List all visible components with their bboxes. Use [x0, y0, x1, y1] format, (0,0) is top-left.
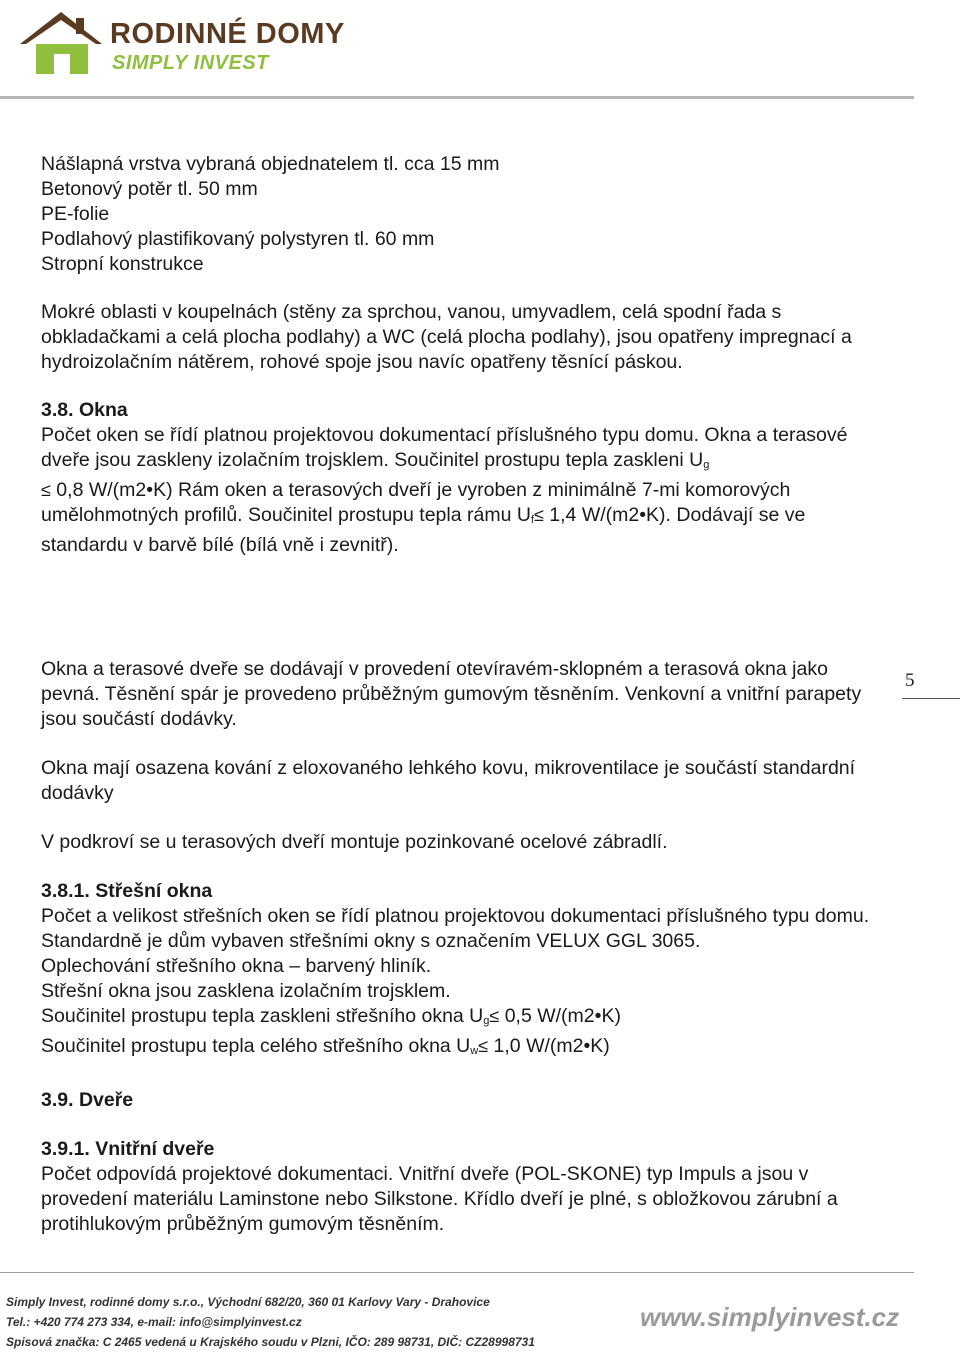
- floor-layers-list: [41, 152, 881, 277]
- interior-doors-paragraph: Počet odpovídá projektové dokumentaci. Vnitřní dveře (POL-SKONE) typ Impuls a jsou v provedení materiálu Laminstone nebo Silkstone. Křídlo dveří je plné, s obložkovou zárubní a protihlukovým průběžným gumovým těsněním.: [41, 1163, 838, 1235]
- layer-item: Nášlapná vrstva vybraná objednatelem tl. cca 15 mm: [41, 153, 500, 175]
- section-heading-roof-windows: 3.8.1. Střešní okna: [41, 880, 213, 902]
- roof-windows-glazing-value: Součinitel prostupu tepla zaskleni střešního okna Ug≤ 0,5 W/(m2•K): [41, 1005, 621, 1027]
- roof-windows-paragraph: Počet a velikost střešních oken se řídí platnou projektovou dokumentaci příslušného typu domu. Standardně je dům vybaven střešními okny s označením VELUX GGL 3065.: [41, 905, 870, 952]
- footer-contact: Tel.: +420 774 273 334, e-mail: info@simplyinvest.cz: [6, 1315, 302, 1329]
- layer-item: PE-folie: [41, 203, 110, 225]
- section-heading-doors: 3.9. Dveře: [41, 1089, 134, 1111]
- logo-subtitle: SIMPLY INVEST: [112, 52, 269, 74]
- footer-divider: [0, 1272, 914, 1273]
- footer-registration: Spisová značka: C 2465 vedená u Krajského soudu v Plzni, IČO: 289 98731, DIČ: CZ28998731: [6, 1335, 535, 1349]
- section-heading-windows: 3.8. Okna: [41, 399, 128, 421]
- roof-windows-line: Střešní okna jsou zasklena izolačním trojsklem.: [41, 980, 451, 1002]
- logo-title: RODINNÉ DOMY: [110, 18, 345, 50]
- layer-item: Stropní konstrukce: [41, 253, 204, 275]
- wet-areas-paragraph: Mokré oblasti v koupelnách (stěny za sprchou, vanou, umyvadlem, celá spodní řada s obkladačkami a celá plocha podlahy) a WC (celá plocha podlahy), jsou opatřeny impregnací a hydroizolačním nátěrem, rohové spoje jsou navíc opatřeny těsnící páskou.: [41, 301, 852, 373]
- header-divider: [0, 96, 914, 99]
- roof-windows-line: Oplechování střešního okna – barvený hliník.: [41, 955, 432, 977]
- footer-company-info: [6, 1292, 535, 1352]
- footer-address: Simply Invest, rodinné domy s.r.o., Východní 682/20, 360 01 Karlovy Vary - Drahovice: [6, 1295, 490, 1309]
- windows-paragraph-4: V podkroví se u terasových dveří montuje pozinkované ocelové zábradlí.: [41, 831, 668, 853]
- layer-item: Betonový potěr tl. 50 mm: [41, 178, 258, 200]
- windows-paragraph-1: Počet oken se řídí platnou projektovou dokumentací příslušného typu domu. Okna a terasové dveře jsou zaskleny izolačním trojsklem. Součinitel prostupu tepla zaskleni Ug ≤ 0,8 W/(m2•K) Rám oken a terasových dveří je vyroben z minimálně 7-mi komorových umělohmotných profilů. Součinitel prostupu tepla rámu Uf≤ 1,4 W/(m2•K). Dodávají se ve standardu v barvě bílé (bílá vně i zevnitř).: [41, 424, 848, 556]
- layer-item: Podlahový plastifikovaný polystyren tl. 60 mm: [41, 228, 435, 250]
- page-number-rule: [902, 698, 960, 699]
- windows-paragraph-2: Okna a terasové dveře se dodávají v provedení otevíravém-sklopném a terasová okna jako pevná. Těsnění spár je provedeno průběžným gumovým těsněním. Venkovní a vnitřní parapety jsou součástí dodávky.: [41, 658, 862, 730]
- roof-windows-total-value: Součinitel prostupu tepla celého střešního okna Uw≤ 1,0 W/(m2•K): [41, 1035, 610, 1057]
- company-logo: [16, 8, 345, 80]
- document-body: [41, 152, 881, 1237]
- section-heading-interior-doors: 3.9.1. Vnitřní dveře: [41, 1138, 215, 1160]
- page-number: 5: [905, 670, 915, 691]
- footer-website-link[interactable]: www.simplyinvest.cz: [640, 1302, 900, 1332]
- windows-paragraph-3: Okna mají osazena kování z eloxovaného lehkého kovu, mikroventilace je součástí standardní dodávky: [41, 757, 856, 804]
- house-logo-icon: [16, 8, 106, 80]
